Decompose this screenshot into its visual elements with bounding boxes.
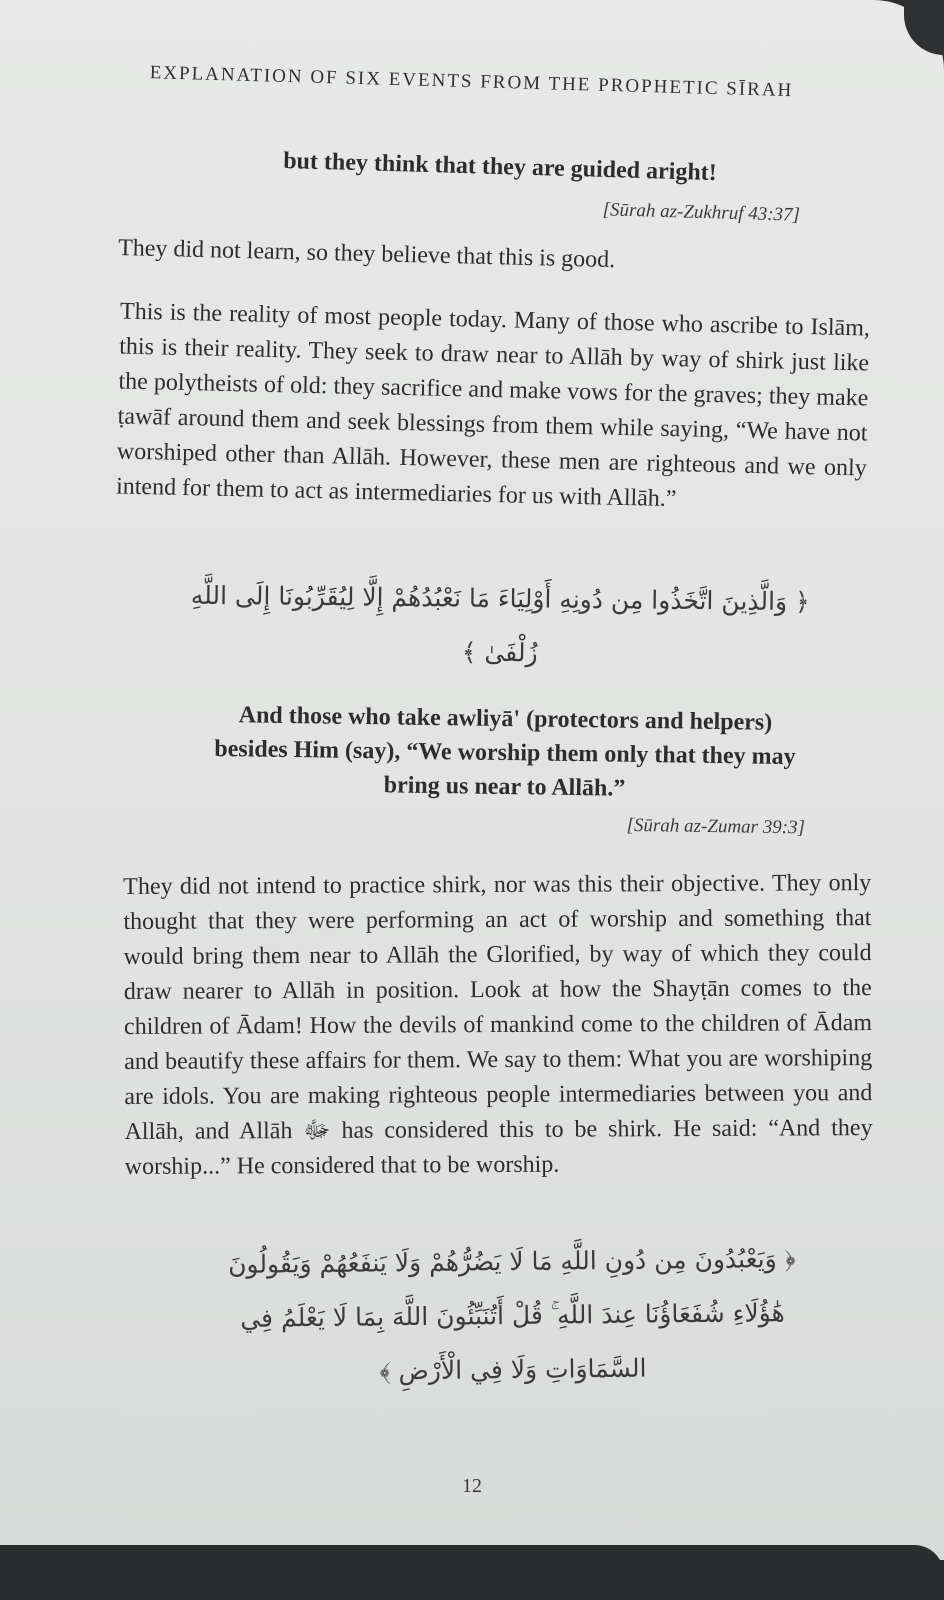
running-head: EXPLANATION OF SIX EVENTS FROM THE PROPHETIC SĪRAH	[149, 62, 794, 102]
paragraph-3: They did not intend to practice shirk, nor was this their objective. They only thought that they were performing an act of worship and something that would bring them near to Allāh the Glorified, by way of which they could draw nearer to Allāh in position. Look at how the Shayṭān comes to the children of Ādam! How the devils of mankind come to the children of Ādam and beautify these affairs for them. We say to them: What you are worshiping are idols. You are making righteous people intermediaries between you and Allāh, and Allāh ﷻ has considered this to be shirk. He said: “And they worship...” He considered that to be worship.	[123, 870, 873, 1180]
page-number: 12	[462, 1475, 482, 1497]
paragraph-2: This is the reality of most people today. Many of those who ascribe to Islām, this is their reality. They seek to draw near to Allāh by way of shirk just like the polytheists of old: they sacrifice and make vows for the graves; they make ṭawāf around them and seek blessings from them while saying, “We have not worshiped other than Allāh. However, these men are righteous and we only intend for them to act as intermediaries for us with Allāh.”	[115, 298, 871, 513]
background-edge	[0, 1545, 944, 1600]
verse-2-arabic: ﴿ وَالَّذِينَ اتَّخَذُوا مِن دُونِهِ أَوْلِيَاءَ مَا نَعْبُدُهُمْ إِلَّا لِيُقَرِّبُونَا إِلَى اللَّهِ زُلْفَىٰ ﴾	[190, 580, 810, 668]
verse-2-reference: [Sūrah az-Zumar 39:3]	[626, 814, 806, 839]
verse-1-english: but they think that they are guided aright!	[282, 147, 718, 187]
verse-2-english: And those who take awliyā' (protectors and helpers) besides Him (say), “We worship them only that they may bring us near to Allāh.”	[214, 702, 796, 802]
verse-1-reference: [Sūrah az-Zukhruf 43:37]	[602, 199, 801, 226]
verse-3-arabic: ﴿ وَيَعْبُدُونَ مِن دُونِ اللَّهِ مَا لَا يَضُرُّهُمْ وَلَا يَنفَعُهُمْ وَيَقُولُونَ هَٰؤُلَاءِ شُفَعَاؤُنَا عِندَ اللَّهِ ۚ قُلْ أَتُنَبِّئُونَ اللَّهَ بِمَا لَا يَعْلَمُ فِي السَّمَاوَاتِ وَلَا فِي الْأَرْضِ ﴾	[227, 1244, 796, 1386]
page-corner-shadow	[904, 0, 944, 55]
paragraph-1: They did not learn, so they believe that this is good.	[117, 234, 616, 274]
